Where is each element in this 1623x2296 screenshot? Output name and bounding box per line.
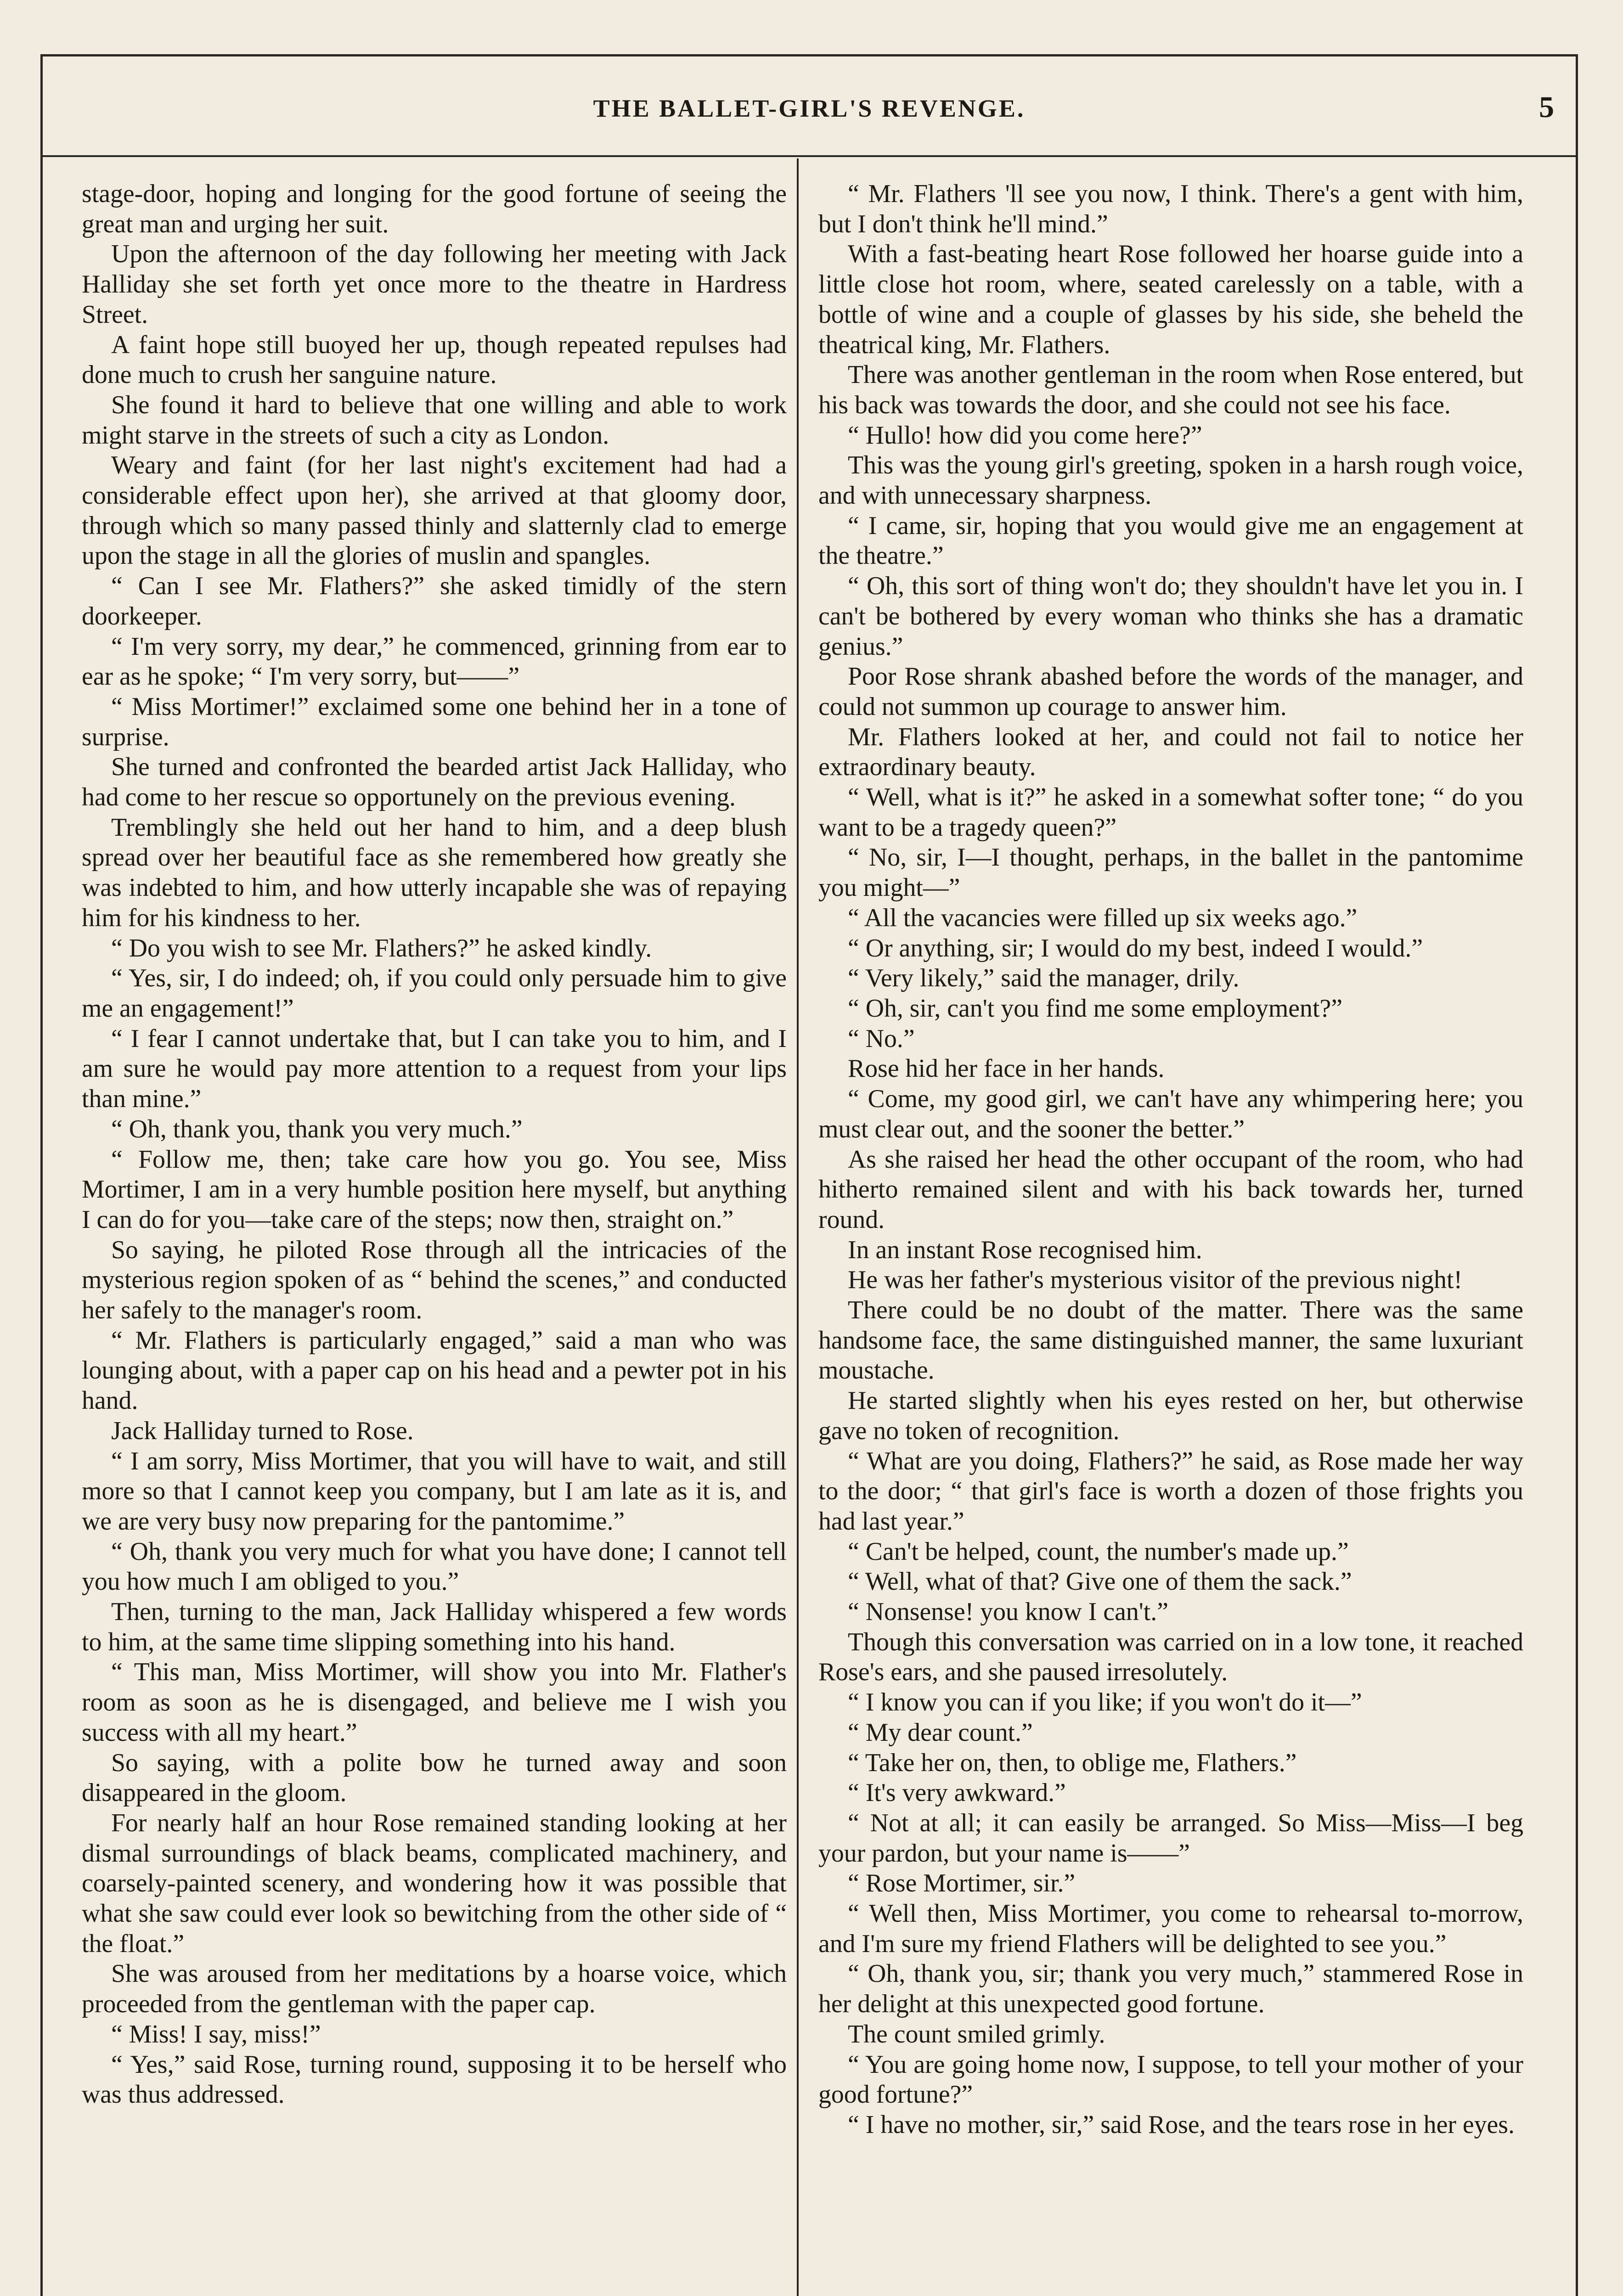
paragraph: In an instant Rose recognised him.	[848, 1235, 1202, 1264]
text-column-right	[818, 179, 1523, 2296]
header-rule	[40, 155, 1578, 157]
paragraph: The count smiled grimly.	[848, 2020, 1105, 2048]
paragraph: “ Oh, thank you very much for what you have done; I cannot tell you how much I am obliged to you.”	[82, 1537, 787, 1596]
paragraph: “ What are you doing, Flathers?” he said, as Rose made her way to the door; “ that girl's face is worth a dozen of those frights you had last year.”	[818, 1446, 1523, 1536]
paragraph: Upon the afternoon of the day following her meeting with Jack Halliday she set forth yet once more to the theatre in Hardress Street.	[82, 240, 787, 329]
page-number: 5	[1539, 90, 1554, 124]
paragraph: She turned and confronted the bearded artist Jack Halliday, who had come to her rescue so opportunely on the previous evening.	[82, 753, 787, 812]
paragraph: “ Not at all; it can easily be arranged. So Miss—Miss—I beg your pardon, but your name is——”	[818, 1808, 1523, 1868]
paragraph: “ Hullo! how did you come here?”	[848, 421, 1202, 450]
paragraph: “ Yes,” said Rose, turning round, supposing it to be herself who was thus addressed.	[82, 2050, 787, 2109]
paragraph: There was another gentleman in the room when Rose entered, but his back was towards the door, and she could not see his face.	[818, 360, 1523, 419]
paragraph: “ Oh, thank you, sir; thank you very much,” stammered Rose in her delight at this unexpected good fortune.	[818, 1959, 1523, 2019]
paragraph: There could be no doubt of the matter. There was the same handsome face, the same distinguished manner, the same luxuriant moustache.	[818, 1296, 1523, 1385]
paragraph: “ Mr. Flathers is particularly engaged,” said a man who was lounging about, with a paper cap on his head and a pewter pot in his hand.	[82, 1326, 787, 1415]
paragraph: stage-door, hoping and longing for the good fortune of seeing the great man and urging her suit.	[82, 180, 787, 238]
paragraph: “ Do you wish to see Mr. Flathers?” he asked kindly.	[111, 934, 652, 962]
paragraph: “ Miss Mortimer!” exclaimed some one behind her in a tone of surprise.	[82, 692, 787, 751]
paragraph: “ Yes, sir, I do indeed; oh, if you could only persuade him to give me an engagement!”	[82, 964, 787, 1023]
paragraph: “ Or anything, sir; I would do my best, indeed I would.”	[848, 934, 1423, 962]
paragraph: He started slightly when his eyes rested on her, but otherwise gave no token of recognition.	[818, 1386, 1523, 1445]
paragraph: “ Rose Mortimer, sir.”	[848, 1869, 1076, 1898]
paragraph: Then, turning to the man, Jack Halliday whispered a few words to him, at the same time slipping something into his hand.	[82, 1598, 787, 1656]
paragraph: Tremblingly she held out her hand to him, and a deep blush spread over her beautiful face as she remembered how greatly she was indebted to him, and how utterly incapable she was of repaying him for his kindness to her.	[82, 813, 787, 932]
paragraph: “ Well then, Miss Mortimer, you come to rehearsal to-morrow, and I'm sure my friend Flathers will be delighted to see you.”	[818, 1899, 1523, 1958]
paragraph: For nearly half an hour Rose remained standing looking at her dismal surroundings of black beams, complicated machinery, and coarsely-painted scenery, and wondering how it was possible that what she saw could ever look so bewitching from the other side of “ the float.”	[82, 1808, 787, 1958]
paragraph: A faint hope still buoyed her up, though repeated repulses had done much to crush her sanguine nature.	[82, 330, 787, 389]
paragraph: “ I have no mother, sir,” said Rose, and the tears rose in her eyes.	[848, 2110, 1515, 2139]
paragraph: “ Mr. Flathers 'll see you now, I think. There's a gent with him, but I don't think he'll mind.”	[818, 180, 1523, 238]
paragraph: “ No.”	[848, 1024, 915, 1053]
paragraph: This was the young girl's greeting, spoken in a harsh rough voice, and with unnecessary sharpness.	[818, 451, 1523, 510]
paragraph: Rose hid her face in her hands.	[848, 1054, 1165, 1083]
paragraph: “ No, sir, I—I thought, perhaps, in the ballet in the pantomime you might—”	[818, 843, 1523, 902]
text-column-left	[82, 179, 787, 2296]
paragraph: “ I came, sir, hoping that you would give me an engagement at the theatre.”	[818, 511, 1523, 570]
paragraph: Poor Rose shrank abashed before the words of the manager, and could not summon up courage to answer him.	[818, 662, 1523, 721]
paragraph: “ Come, my good girl, we can't have any whimpering here; you must clear out, and the sooner the better.”	[818, 1085, 1523, 1143]
paragraph: “ Oh, thank you, thank you very much.”	[111, 1114, 523, 1143]
paragraph: “ You are going home now, I suppose, to tell your mother of your good fortune?”	[818, 2050, 1523, 2109]
paragraph: “ I fear I cannot undertake that, but I can take you to him, and I am sure he would pay more attention to a request from your lips than mine.”	[82, 1024, 787, 1114]
paragraph: Though this conversation was carried on in a low tone, it reached Rose's ears, and she paused irresolutely.	[818, 1627, 1523, 1687]
paragraph: “ I'm very sorry, my dear,” he commenced, grinning from ear to ear as he spoke; “ I'm very sorry, but——”	[82, 632, 787, 691]
paragraph: “ Take her on, then, to oblige me, Flathers.”	[848, 1748, 1297, 1777]
paragraph: Mr. Flathers looked at her, and could not fail to notice her extraordinary beauty.	[818, 722, 1523, 782]
paragraph: She was aroused from her meditations by a hoarse voice, which proceeded from the gentleman with the paper cap.	[82, 1959, 787, 2019]
paragraph: “ I am sorry, Miss Mortimer, that you will have to wait, and still more so that I cannot keep you company, but I am late as it is, and we are very busy now preparing for the pantomime.”	[82, 1446, 787, 1536]
paragraph: “ Can I see Mr. Flathers?” she asked timidly of the stern doorkeeper.	[82, 572, 787, 630]
paragraph: As she raised her head the other occupant of the room, who had hitherto remained silent and with his back towards her, turned round.	[818, 1145, 1523, 1234]
paragraph: “ Well, what is it?” he asked in a somewhat softer tone; “ do you want to be a tragedy queen?”	[818, 783, 1523, 842]
column-divider	[797, 158, 799, 2296]
paragraph: “ Nonsense! you know I can't.”	[848, 1598, 1169, 1626]
paragraph: “ Follow me, then; take care how you go. You see, Miss Mortimer, I am in a very humble position here myself, but anything I can do for you—take care of the steps; now then, straight on.”	[82, 1145, 787, 1234]
paragraph: “ This man, Miss Mortimer, will show you into Mr. Flather's room as soon as he is disengaged, and believe me I wish you success with all my heart.”	[82, 1658, 787, 1747]
paragraph: “ Oh, this sort of thing won't do; they shouldn't have let you in. I can't be bothered by every woman who thinks she has a dramatic genius.”	[818, 572, 1523, 661]
paragraph: So saying, he piloted Rose through all the intricacies of the mysterious region spoken of as “ behind the scenes,” and conducted her safely to the manager's room.	[82, 1235, 787, 1325]
paragraph: Jack Halliday turned to Rose.	[111, 1416, 414, 1445]
paragraph: “ Can't be helped, count, the number's made up.”	[848, 1537, 1349, 1566]
paragraph: “ It's very awkward.”	[848, 1778, 1066, 1807]
paragraph: “ Well, what of that? Give one of them the sack.”	[848, 1567, 1352, 1596]
paragraph: “ Very likely,” said the manager, drily.	[848, 964, 1240, 993]
paragraph: With a fast-beating heart Rose followed her hoarse guide into a little close hot room, where, seated carelessly on a table, with a bottle of wine and a couple of glasses by his side, she beheld the theatrical king, Mr. Flathers.	[818, 240, 1523, 359]
paragraph: She found it hard to believe that one willing and able to work might starve in the streets of such a city as London.	[82, 390, 787, 450]
paragraph: “ My dear count.”	[848, 1718, 1033, 1747]
paragraph: “ I know you can if you like; if you won't do it—”	[848, 1688, 1362, 1717]
paragraph: “ Oh, sir, can't you find me some employment?”	[848, 994, 1342, 1023]
paragraph: He was her father's mysterious visitor of the previous night!	[848, 1266, 1463, 1294]
paragraph: “ Miss! I say, miss!”	[111, 2020, 321, 2048]
paragraph: Weary and faint (for her last night's excitement had had a considerable effect upon her), she arrived at that gloomy door, through which so many passed thinly and slatternly clad to emerge upon the stage in all the glories of muslin and spangles.	[82, 451, 787, 570]
paragraph: “ All the vacancies were filled up six weeks ago.”	[848, 903, 1358, 932]
paragraph: So saying, with a polite bow he turned away and soon disappeared in the gloom.	[82, 1748, 787, 1807]
running-head-title: THE BALLET-GIRL'S REVENGE.	[593, 95, 1026, 122]
